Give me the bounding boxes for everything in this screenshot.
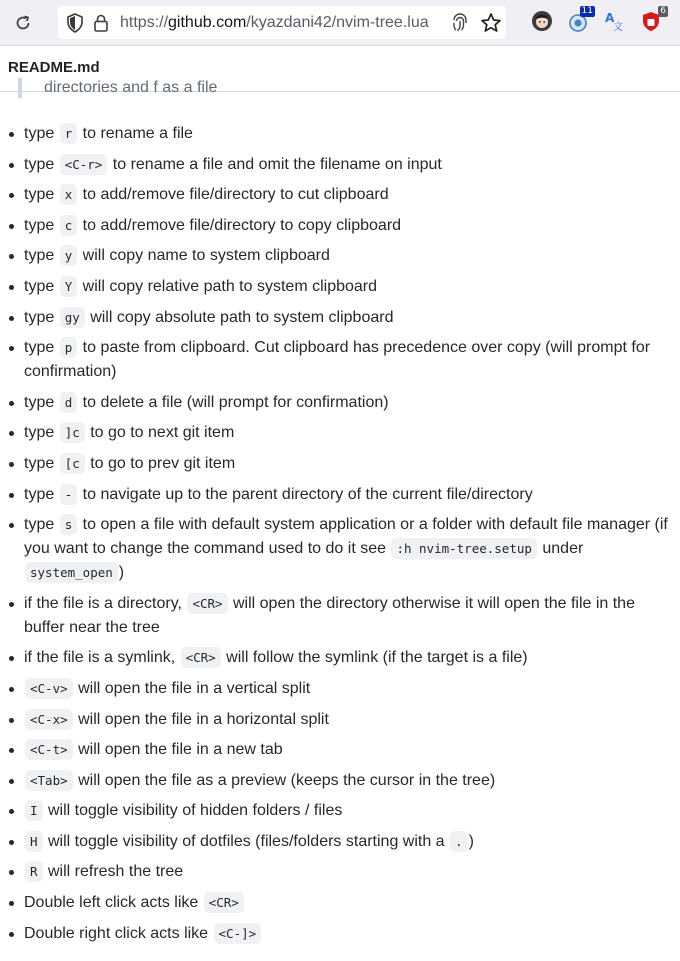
item-text: under [537, 540, 584, 558]
inline-code: p [60, 337, 78, 358]
inline-code: I [25, 800, 43, 821]
inline-code: y [60, 245, 78, 266]
list-item [0, 122, 680, 146]
item-text: type [24, 485, 59, 503]
inline-code: s [60, 514, 78, 535]
item-text: to add/remove file/directory to copy clipboard [78, 216, 402, 234]
svg-text:A: A [605, 11, 615, 25]
fingerprint-icon[interactable] [450, 12, 470, 34]
list-item [0, 677, 680, 701]
list-item [0, 153, 680, 177]
blockquote-partial: directories and f as a file [18, 78, 217, 98]
item-text: to rename a file [78, 125, 193, 142]
inline-code: ]c [60, 422, 85, 443]
list-item [0, 391, 680, 415]
item-text: type [24, 393, 59, 411]
list-item [0, 183, 680, 207]
inline-code: <CR> [204, 892, 244, 913]
extension-badge-count-2: 6 [660, 6, 666, 16]
reload-button[interactable] [8, 9, 38, 37]
inline-code: <C-t> [25, 739, 73, 760]
extension-translate-button[interactable] [604, 10, 626, 34]
address-bar[interactable] [58, 6, 506, 39]
inline-code: system_open [25, 562, 118, 583]
inline-code: d [60, 392, 78, 413]
inline-code: H [25, 831, 43, 852]
list-item [0, 891, 680, 915]
list-item [0, 421, 680, 445]
item-text: Double right click acts like [24, 924, 213, 942]
item-text: to open a file with default system application or a folder with default file manager (if you want to change the command used to do it see [24, 516, 668, 558]
list-item [0, 769, 680, 793]
inline-code: <C-]> [214, 923, 262, 944]
item-text: type [24, 454, 59, 472]
inline-code: :h nvim-tree.setup [391, 538, 536, 559]
inline-code: R [25, 861, 43, 882]
list-item [0, 275, 680, 299]
browser-toolbar [0, 0, 680, 46]
item-text: type [24, 424, 59, 442]
item-text: to go to prev git item [85, 454, 236, 472]
item-text: will copy relative path to system clipboard [78, 277, 378, 295]
list-item [0, 738, 680, 762]
item-text: to paste from clipboard. Cut clipboard has precedence over copy (will prompt for confirmation) [24, 339, 651, 381]
inline-code: - [60, 484, 78, 505]
item-text: will refresh the tree [43, 863, 184, 881]
list-item [0, 306, 680, 330]
item-text: type [24, 125, 59, 142]
lock-icon[interactable] [93, 13, 109, 33]
item-text: will toggle visibility of hidden folders / files [43, 802, 343, 820]
list-item [0, 214, 680, 238]
list-item [0, 336, 680, 384]
item-text: will copy absolute path to system clipboard [85, 308, 394, 326]
item-text: if the file is a symlink, [24, 649, 180, 667]
inline-code: . [450, 831, 468, 852]
url-text[interactable] [120, 14, 429, 32]
item-text: will open the directory otherwise it will open the file in the buffer near the tree [24, 594, 635, 636]
extension-badge-count: 11 [581, 6, 593, 16]
inline-code: Y [60, 276, 78, 297]
inline-code: <C-v> [25, 678, 73, 699]
extension-ublock-button[interactable] [568, 6, 593, 34]
list-item [0, 646, 680, 670]
extension-shield-button[interactable] [641, 6, 666, 34]
inline-code: <C-r> [60, 154, 108, 175]
item-text: Double left click acts like [24, 894, 203, 912]
bookmark-star-icon[interactable] [480, 12, 502, 34]
list-item [0, 922, 680, 946]
reload-icon [14, 14, 32, 32]
item-text: type [24, 308, 59, 326]
svg-text:文: 文 [613, 22, 623, 33]
list-item [0, 860, 680, 884]
item-text: type [24, 339, 59, 357]
list-item [0, 799, 680, 823]
item-text: type [24, 216, 59, 234]
item-text: ) [118, 564, 125, 582]
inline-code: x [60, 184, 78, 205]
list-item [0, 483, 680, 507]
item-text: ) [468, 832, 474, 850]
translate-icon [604, 10, 624, 32]
inline-code: <C-x> [25, 709, 73, 730]
item-text: will open the file in a new tab [73, 741, 283, 759]
list-item [0, 452, 680, 476]
inline-code: [c [60, 453, 85, 474]
url-path: /kyazdani42/nvim-tree.lua [246, 14, 429, 31]
inline-code: <CR> [187, 593, 227, 614]
item-text: will follow the symlink (if the target is a file) [221, 649, 528, 667]
inline-code: gy [60, 307, 85, 328]
list-item [0, 830, 680, 854]
item-text: if the file is a directory, [24, 594, 187, 612]
item-text: will toggle visibility of dotfiles (files/folders starting with a [43, 832, 450, 850]
extension-avatar-button[interactable] [531, 10, 553, 34]
list-item [0, 592, 680, 640]
item-text: type [24, 186, 59, 204]
file-name[interactable]: README.md [8, 59, 100, 76]
url-prefix: https:// [120, 14, 169, 31]
item-text: type [24, 516, 59, 534]
keymap-list [0, 122, 680, 952]
item-text: to delete a file (will prompt for confirmation) [78, 393, 389, 411]
item-text: type [24, 247, 59, 265]
item-text: will open the file as a preview (keeps the cursor in the tree) [73, 771, 496, 789]
item-text: to rename a file and omit the filename on input [108, 155, 442, 173]
item-text: to go to next git item [85, 424, 235, 442]
item-text: to navigate up to the parent directory of the current file/directory [78, 485, 533, 503]
item-text: will open the file in a horizontal split [73, 710, 329, 728]
avatar-icon [531, 10, 553, 32]
item-text: to add/remove file/directory to cut clipboard [78, 186, 389, 204]
inline-code: <Tab> [25, 770, 73, 791]
readme-content [0, 79, 680, 961]
tracking-shield-icon[interactable] [66, 13, 84, 33]
item-text: type [24, 155, 59, 173]
inline-code: <CR> [181, 647, 221, 668]
url-host: github.com [168, 14, 247, 31]
list-item [0, 708, 680, 732]
item-text: will copy name to system clipboard [78, 247, 330, 265]
item-text: type [24, 277, 59, 295]
inline-code: c [60, 215, 78, 236]
inline-code: r [60, 123, 78, 144]
item-text: will open the file in a vertical split [73, 679, 311, 697]
list-item [0, 244, 680, 268]
list-item [0, 513, 680, 585]
